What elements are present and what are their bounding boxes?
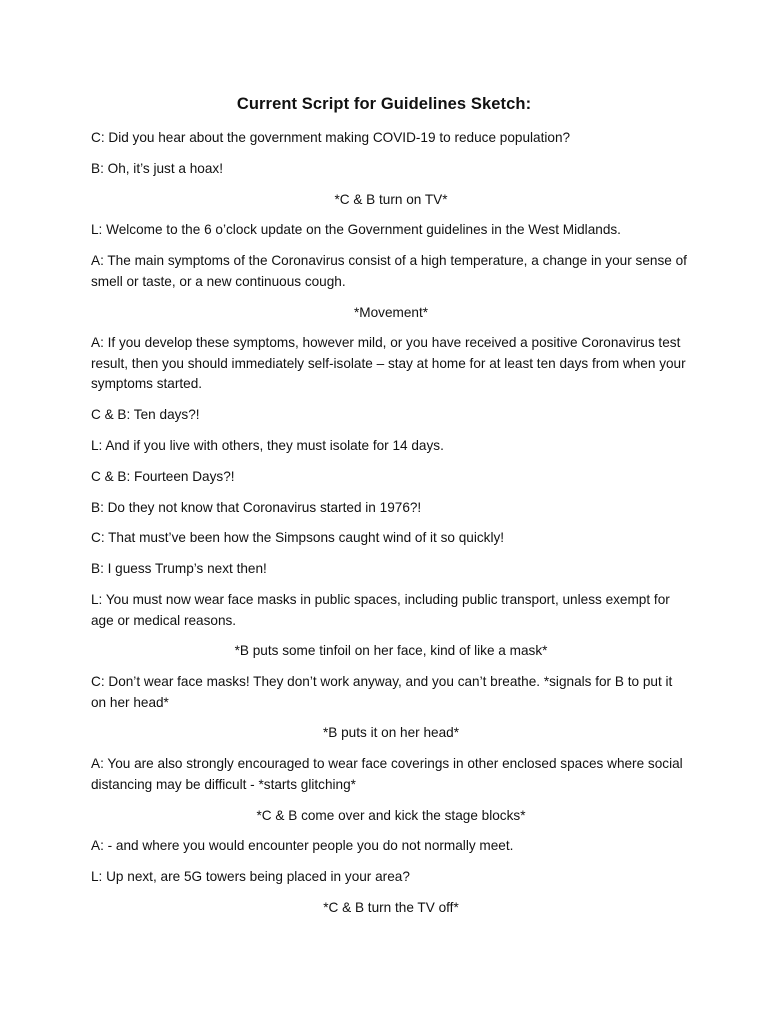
script-line: B: Do they not know that Coronavirus started in 1976?!	[91, 499, 422, 515]
stage-direction: *B puts it on her head*	[322, 725, 460, 741]
script-line: B: I guess Trump’s next then!	[91, 561, 267, 577]
script-line: C: Did you hear about the government making COVID-19 to reduce population?	[91, 130, 571, 145]
document-title: Current Script for Guidelines Sketch:	[236, 95, 532, 113]
script-line: L: And if you live with others, they must isolate for 14 days.	[91, 438, 444, 454]
script-line: C & B: Ten days?!	[91, 407, 200, 423]
script-line: L: Up next, are 5G towers being placed in your area?	[91, 869, 410, 885]
script-line: B: Oh, it’s just a hoax!	[91, 160, 223, 176]
script-line: C & B: Fourteen Days?!	[91, 468, 235, 484]
script-line: A: You are also strongly encouraged to wear face coverings in other enclosed spaces where social distancing may be difficult - *starts glitching*	[91, 756, 683, 792]
script-line: A: The main symptoms of the Coronavirus consist of a high temperature, a change in your sense of smell or taste, or a new continuous cough.	[91, 253, 687, 289]
stage-direction: *B puts some tinfoil on her face, kind of like a mask*	[234, 643, 548, 659]
stage-direction: *Movement*	[353, 304, 429, 320]
script-line: A: - and where you would encounter people you do not normally meet.	[91, 838, 514, 854]
script-line: C: Don’t wear face masks! They don’t work anyway, and you can’t breathe. *signals for B to put it on her head*	[91, 674, 673, 710]
script-line: L: Welcome to the 6 o’clock update on the Government guidelines in the West Midlands.	[91, 222, 621, 238]
script-line: L: You must now wear face masks in public spaces, including public transport, unless exempt for age or medical reasons.	[91, 591, 670, 628]
script-body	[91, 128, 691, 929]
stage-direction: *C & B come over and kick the stage blocks*	[256, 807, 526, 823]
script-line: C: That must’ve been how the Simpsons caught wind of it so quickly!	[91, 530, 505, 546]
stage-direction: *C & B turn the TV off*	[323, 899, 459, 915]
stage-direction: *C & B turn on TV*	[334, 191, 448, 207]
script-line: A: If you develop these symptoms, however mild, or you have received a positive Coronavirus test result, then you should immediately self-isolate – stay at home for at least ten days from when your symptoms started.	[91, 335, 686, 392]
